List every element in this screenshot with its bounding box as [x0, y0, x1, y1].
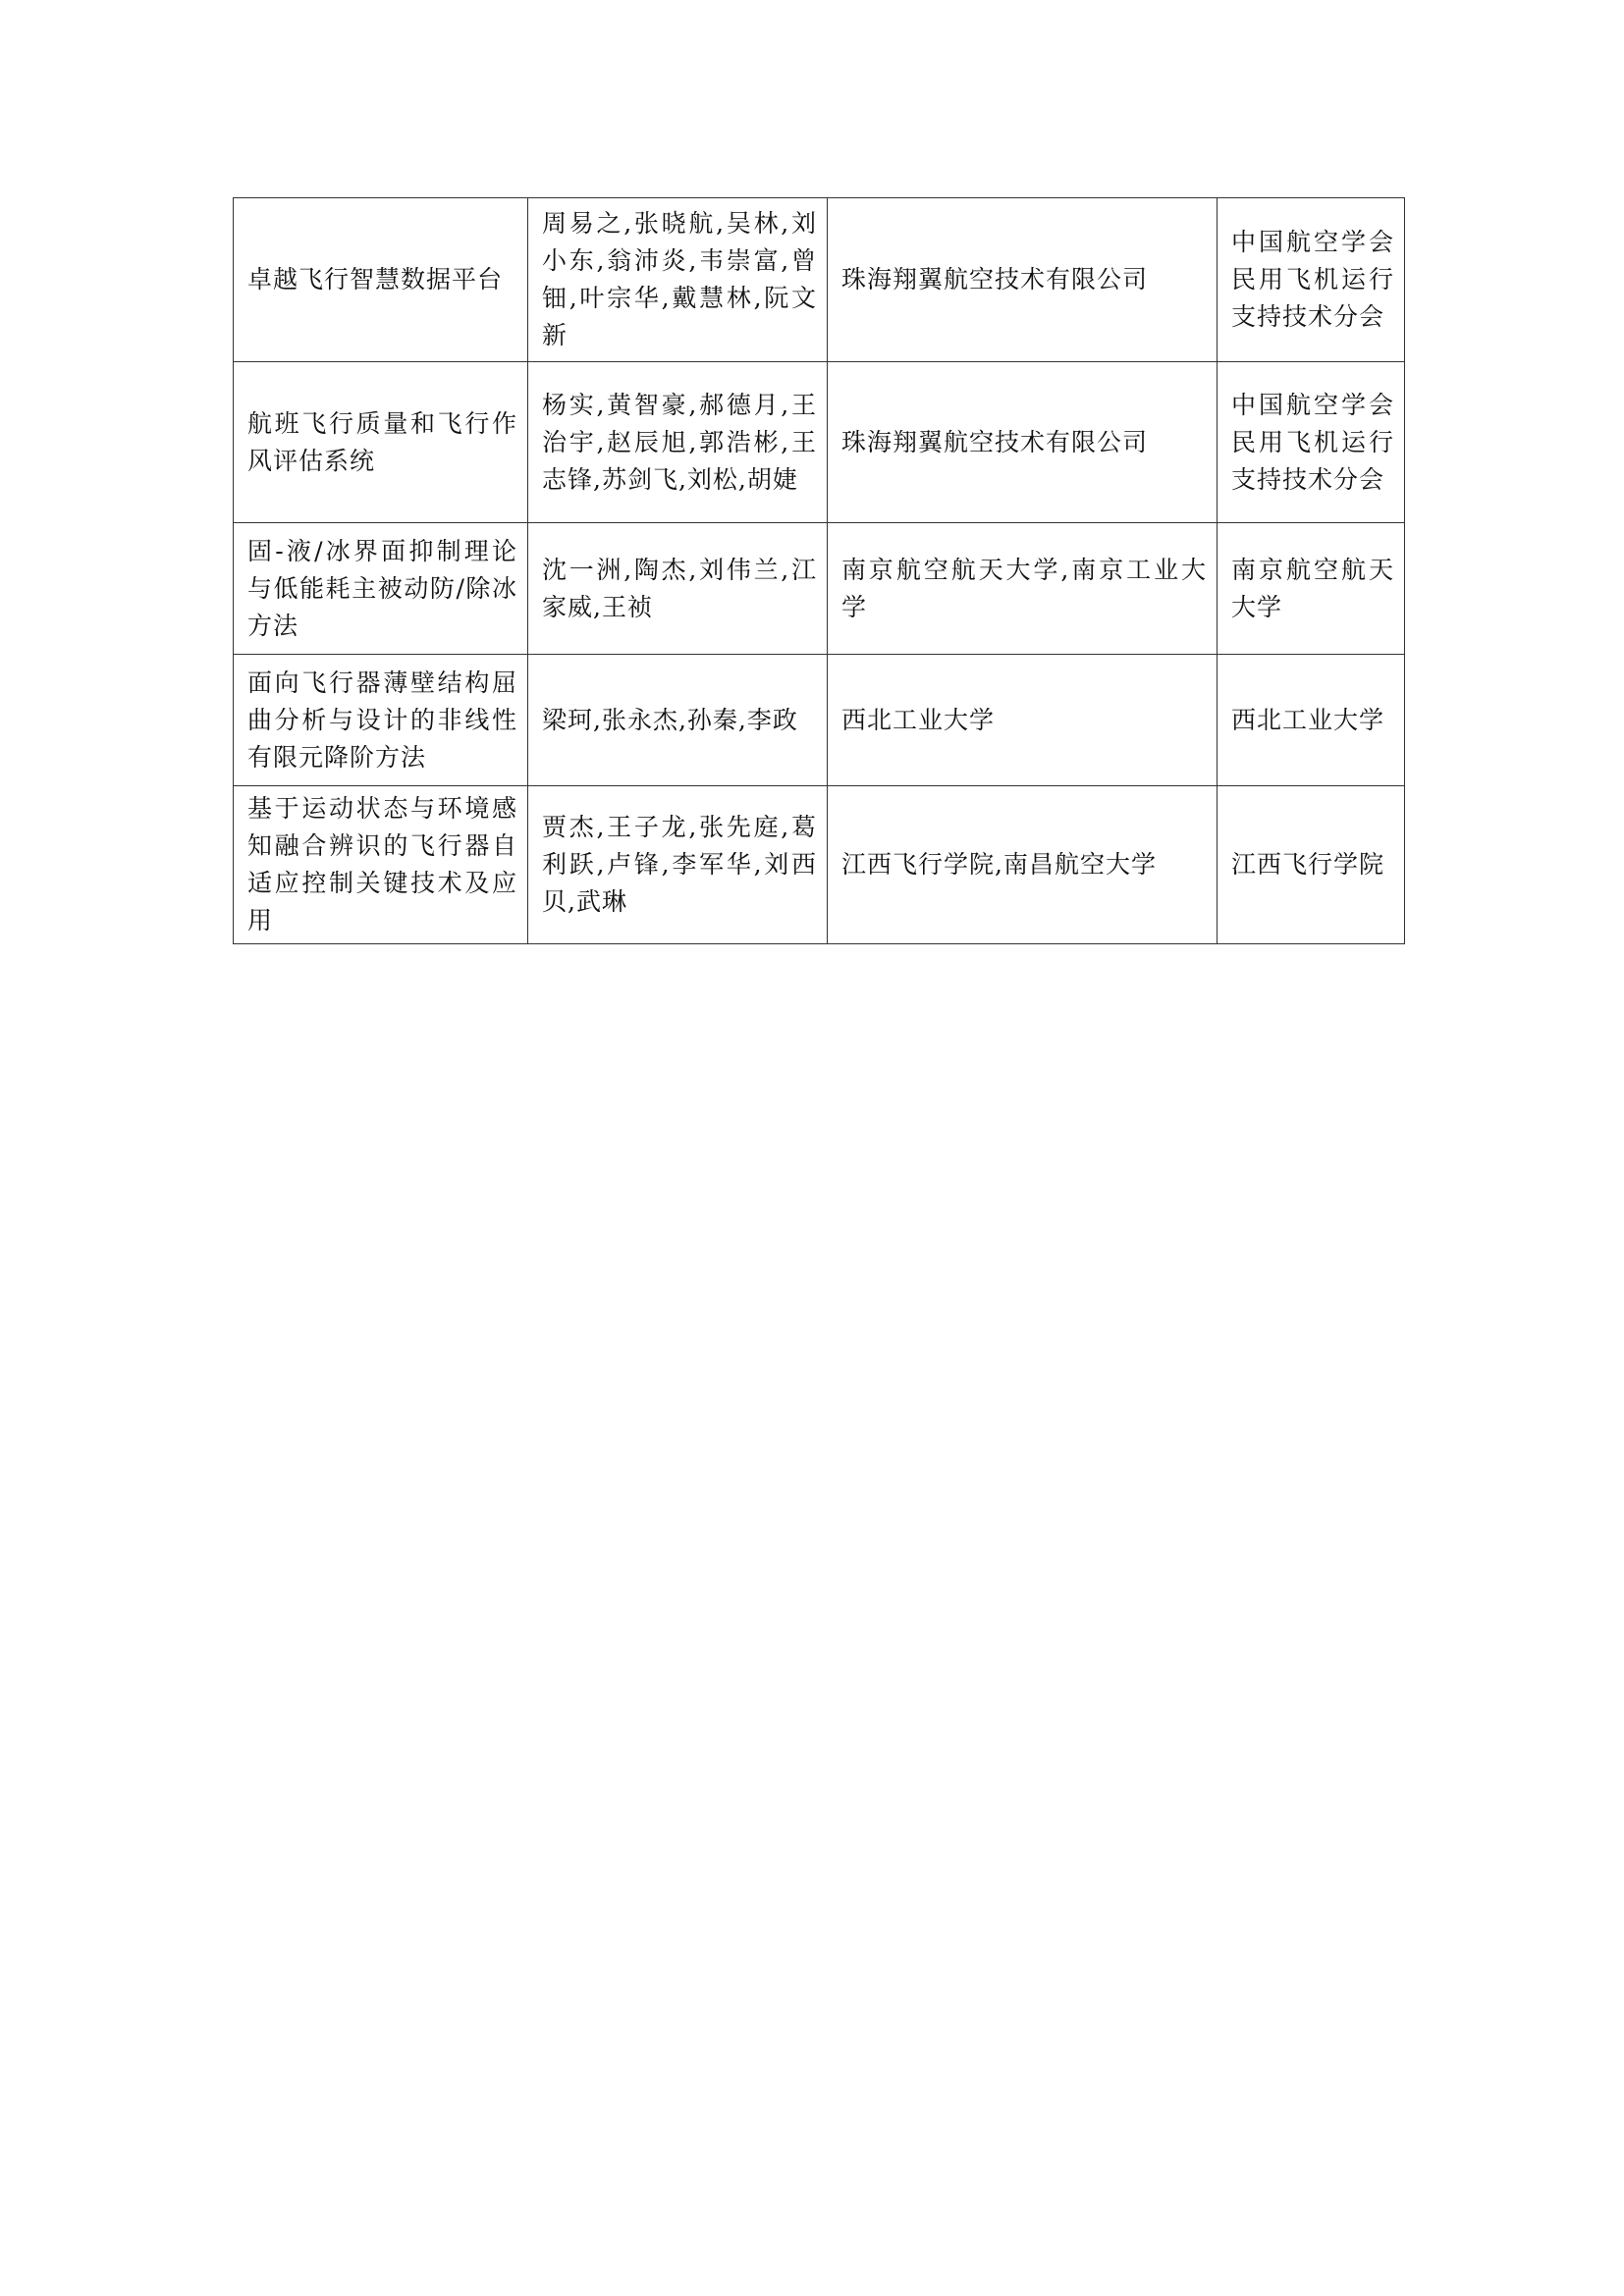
units-cell: 珠海翔翼航空技术有限公司	[828, 198, 1218, 362]
members-cell: 杨实,黄智豪,郝德月,王治宇,赵辰旭,郭浩彬,王志锋,苏剑飞,刘松,胡婕	[528, 362, 828, 523]
project-name-cell: 面向飞行器薄壁结构屈曲分析与设计的非线性有限元降阶方法	[234, 655, 528, 786]
table-row	[234, 198, 1405, 362]
members-cell: 沈一洲,陶杰,刘伟兰,江家威,王祯	[528, 523, 828, 655]
project-name-cell: 卓越飞行智慧数据平台	[234, 198, 528, 362]
members-cell: 贾杰,王子龙,张先庭,葛利跃,卢锋,李军华,刘西贝,武琳	[528, 786, 828, 944]
awards-table	[233, 197, 1405, 944]
project-name-cell: 航班飞行质量和飞行作风评估系统	[234, 362, 528, 523]
units-cell: 西北工业大学	[828, 655, 1218, 786]
project-name-cell: 固-液/冰界面抑制理论与低能耗主被动防/除冰方法	[234, 523, 528, 655]
members-cell: 梁珂,张永杰,孙秦,李政	[528, 655, 828, 786]
units-cell: 南京航空航天大学,南京工业大学	[828, 523, 1218, 655]
table-row	[234, 655, 1405, 786]
units-cell: 珠海翔翼航空技术有限公司	[828, 362, 1218, 523]
members-cell: 周易之,张晓航,吴林,刘小东,翁沛炎,韦崇富,曾钿,叶宗华,戴慧林,阮文新	[528, 198, 828, 362]
nominator-cell: 江西飞行学院	[1218, 786, 1405, 944]
nominator-cell: 中国航空学会民用飞机运行支持技术分会	[1218, 198, 1405, 362]
table-row	[234, 362, 1405, 523]
nominator-cell: 南京航空航天大学	[1218, 523, 1405, 655]
nominator-cell: 西北工业大学	[1218, 655, 1405, 786]
project-name-cell: 基于运动状态与环境感知融合辨识的飞行器自适应控制关键技术及应用	[234, 786, 528, 944]
nominator-cell: 中国航空学会民用飞机运行支持技术分会	[1218, 362, 1405, 523]
units-cell: 江西飞行学院,南昌航空大学	[828, 786, 1218, 944]
table-row	[234, 786, 1405, 944]
table-row	[234, 523, 1405, 655]
